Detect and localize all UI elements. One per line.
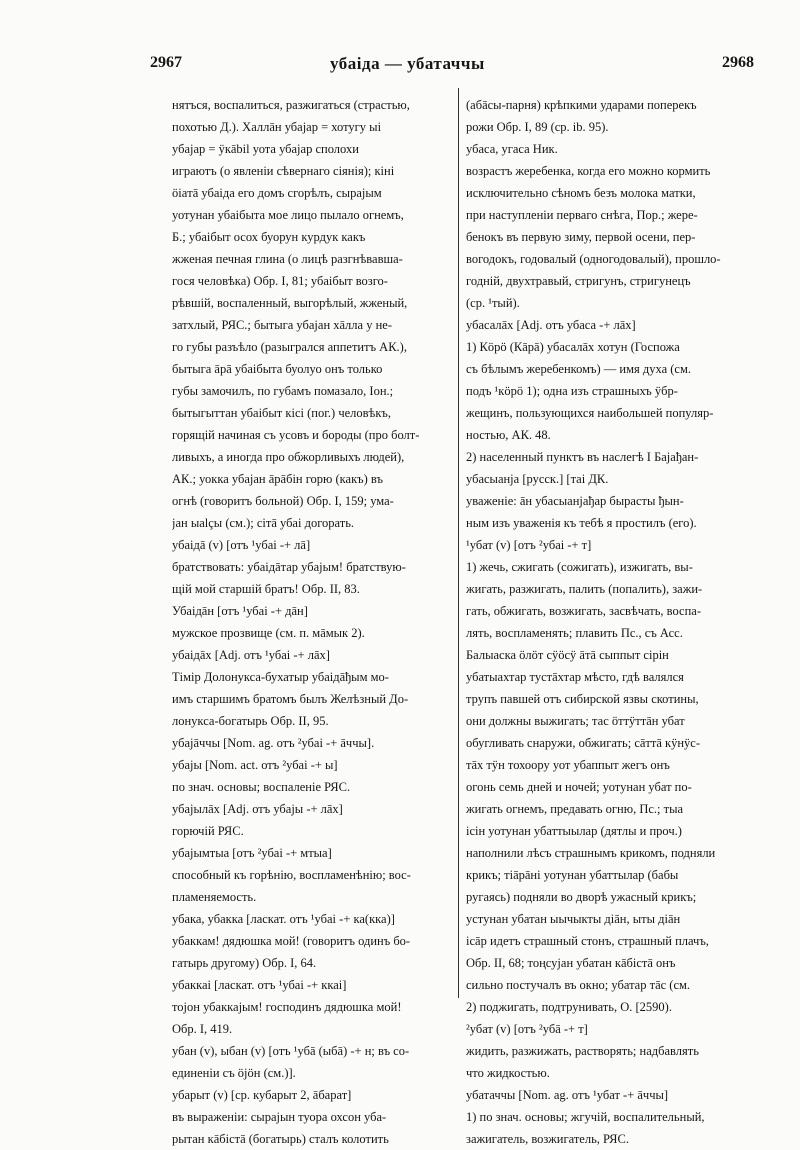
text-line: горючiй РЯС. xyxy=(172,824,244,838)
text-line: нятъся, воспалиться, разжигаться (страстью, xyxy=(172,98,410,112)
text-line: öiaтā убаiда его домъ сгорѣлъ, сыраjым xyxy=(172,186,382,200)
text-line: 2) населенный пунктъ въ наслегѣ I Баjађан- xyxy=(466,450,699,464)
text-line: АК.; уокка убаjан āрāбiн горю (какъ) въ xyxy=(172,472,383,486)
text-line: они должны выжигать; тас öттӱттāн убат xyxy=(466,714,685,728)
text-line: затхлый, РЯС.; бытыга убаjан хāлла у не- xyxy=(172,318,392,332)
text-line: Б.; убаiбыт осох буорун курдук какъ xyxy=(172,230,366,244)
running-head: убаiда — убатаччы xyxy=(330,54,485,73)
text-line: 2) поджигать, подтрунивать, О. [2590). xyxy=(466,1000,672,1014)
text-line: ругаясь) подняли во дворѣ ужасный крикъ; xyxy=(466,890,697,904)
text-line: уотунан убаiбыта мое лицо пылало огнемъ, xyxy=(172,208,404,222)
text-line: лять, воспламенять; плавить Пс., съ Асс. xyxy=(466,626,683,640)
text-line: Обр. I, 419. xyxy=(172,1022,233,1036)
text-line: жигать, разжигать, палить (попалить), зажи- xyxy=(466,582,703,596)
text-line: зажигатель, возжигатель, РЯС. xyxy=(466,1132,629,1146)
text-line: ливыхъ, а иногда про обжорливыхъ людей), xyxy=(172,450,405,464)
text-line: лонукса-богатырь Обр. II, 95. xyxy=(172,714,329,728)
text-line: Обр. II, 68; тоңсуjан убатан кāбiстā онъ xyxy=(466,956,676,970)
text-line: гать, обжигать, возжигать, засвѣчать, воспа- xyxy=(466,604,701,618)
text-line: ным изъ уваженiя къ тебѣ я простилъ (его). xyxy=(466,516,697,530)
text-line: бытыга āрā убаiбыта буолуо онъ только xyxy=(172,362,383,376)
text-line: iсāр идетъ страшный стонъ, страшный плачъ, xyxy=(466,934,709,948)
text-line: убатыахтар тустāхтар мѣсто, гдѣ валялся xyxy=(466,670,684,684)
text-line: убаiдāх [Adj. отъ ¹убаi -+ лāх] xyxy=(172,648,330,662)
column-divider xyxy=(458,88,459,998)
text-line: 1) жечь, сжигать (сожигать), изжигать, вы- xyxy=(466,560,693,574)
text-line: jан ыаlçы (см.); сiтā убаi догорать. xyxy=(172,516,355,530)
page-number-left: 2967 xyxy=(150,54,182,71)
text-line: убаjāччы [Nom. ag. отъ ²убаi -+ āччы]. xyxy=(172,736,375,750)
text-line: убаjымтыа [отъ ²убаi -+ мтыа] xyxy=(172,846,332,860)
text-line: убаккаi [ласкат. отъ ¹убаi -+ ккаi] xyxy=(172,978,347,992)
text-line: убасыанjа [русск.] [таi ДК. xyxy=(466,472,609,486)
text-line: убаiдā (v) [отъ ¹убаi -+ лā] xyxy=(172,538,311,552)
text-line: рожи Обр. I, 89 (ср. ib. 95). xyxy=(466,120,609,134)
text-line: убарыт (v) [ср. кубарыт 2, āбарат] xyxy=(172,1088,352,1102)
text-line: возрастъ жеребенка, когда его можно кормить xyxy=(466,164,711,178)
text-line: крикъ; тiāрāнi уотунан убаттылар (бабы xyxy=(466,868,679,882)
text-line: убаjылāх [Adj. отъ убаjы -+ лāх] xyxy=(172,802,343,816)
text-line: 1) по знач. основы; жгучiй, воспалительный, xyxy=(466,1110,705,1124)
text-line: убаса, угаса Ник. xyxy=(466,142,558,156)
text-line: убаккам! дядюшка мой! (говоритъ одинъ бо- xyxy=(172,934,411,948)
text-line: огнѣ (говоритъ больной) Обр. I, 159; ума- xyxy=(172,494,394,508)
text-line: губы замочилъ, по губамъ помазало, Iон.; xyxy=(172,384,394,398)
text-line: горящiй начиная съ усовъ и бороды (про болт- xyxy=(172,428,420,442)
text-line: рѣвшiй, воспаленный, выгорѣлый, жженый, xyxy=(172,296,408,310)
text-line: при наступленiи перваго снѣга, Пор.; жере- xyxy=(466,208,698,222)
right-column xyxy=(466,94,766,1150)
text-line: братствовать: убаiдāтар убаjым! братствую- xyxy=(172,560,406,574)
text-line: убасалāх [Adj. отъ убаса -+ лāх] xyxy=(466,318,636,332)
text-line: бенокъ въ первую зиму, первой осени, пер- xyxy=(466,230,696,244)
text-line: уваженiе: āн убасыанjађар бырасты ђын- xyxy=(466,494,684,508)
text-line: жидить, разжижать, растворять; надбавлять xyxy=(466,1044,699,1058)
text-line: единенiи съ öjöн (см.)]. xyxy=(172,1066,296,1080)
text-line: убака, убакка [ласкат. отъ ¹убаi -+ ка(кка)] xyxy=(172,912,395,926)
text-line: гося человѣка) Обр. I, 81; убаiбыт возго- xyxy=(172,274,388,288)
text-line: играютъ (о явленiи сѣвернаго сiянiя); кiнi xyxy=(172,164,395,178)
text-line: убатаччы [Nom. ag. отъ ¹убат -+ āччы] xyxy=(466,1088,669,1102)
text-line: Тiмiр Долонукса-бухатыр убаiдāђым мо- xyxy=(172,670,389,684)
text-line: убаjы [Nom. act. отъ ²убаi -+ ы] xyxy=(172,758,338,772)
text-line: наполнили лѣсъ страшнымъ крикомъ, подняли xyxy=(466,846,716,860)
text-line: устунан убатан ыычыкты дiāн, ыты дiāн xyxy=(466,912,681,926)
text-line: (ср. ¹тый). xyxy=(466,296,520,310)
text-line: го губы разъѣло (разыгрался аппетитъ АК.), xyxy=(172,340,407,354)
text-line: похотью Д.). Халлāн убаjар = хотугу ыi xyxy=(172,120,382,134)
text-line: обугливать снаружи, обжигать; сāттā кӱнӱс- xyxy=(466,736,700,750)
text-line: мужское прозвище (см. п. мāмык 2). xyxy=(172,626,365,640)
text-line: убан (v), ыбан (v) [отъ ¹убā (ыбā) -+ н; въ со- xyxy=(172,1044,410,1058)
text-line: пламеняемость. xyxy=(172,890,257,904)
text-line: съ бѣлымъ жеребенкомъ) — имя духа (см. xyxy=(466,362,691,376)
text-line: способный къ горѣнiю, воспламенѣнiю; вос- xyxy=(172,868,411,882)
text-line: (абāсы-парня) крѣпкими ударами поперекъ xyxy=(466,98,697,112)
text-line: щiй мой старшiй братъ! Обр. II, 83. xyxy=(172,582,360,596)
text-line: рытан кāбiстā (богатырь) сталъ колотить xyxy=(172,1132,389,1146)
text-line: ¹убат (v) [отъ ²убаi -+ т] xyxy=(466,538,592,552)
text-line: въ выраженiи: сыраjын туора охсон уба- xyxy=(172,1110,387,1124)
text-line: что жидкостью. xyxy=(466,1066,550,1080)
text-line: бытыгыттан убаiбыт кiсi (пог.) человѣкъ, xyxy=(172,406,391,420)
text-line: жещинъ, пользующихся наибольшей популяр- xyxy=(466,406,714,420)
text-line: тојон убаккаjым! господинъ дядюшка мой! xyxy=(172,1000,402,1014)
text-line: подъ ¹кöрö 1); одна изъ страшныхъ ӱбр- xyxy=(466,384,678,398)
text-line: ²убат (v) [отъ ²убā -+ т] xyxy=(466,1022,588,1036)
text-line: жженая печная глина (о лицѣ разгнѣвавша- xyxy=(172,252,403,266)
text-line: убаjар = ӱкābil уота убаjар сполохи xyxy=(172,142,359,156)
text-line: вогодокъ, годовалый (одногодовалый), прошло- xyxy=(466,252,721,266)
left-column xyxy=(172,94,452,1150)
text-line: Убаiдāн [отъ ¹убаi -+ дāн] xyxy=(172,604,308,618)
text-line: сильно постучалъ въ окно; убатар тāс (см. xyxy=(466,978,691,992)
text-line: жигать огнемъ, предавать огню, Пс.; тыа xyxy=(466,802,684,816)
text-line: исключительно сѣномъ безъ молока матки, xyxy=(466,186,696,200)
text-line: трупъ павшей отъ сибирской язвы скотины, xyxy=(466,692,699,706)
text-line: огонь семь дней и ночей; уотунан убат по- xyxy=(466,780,692,794)
text-line: гатырь другому) Обр. I, 64. xyxy=(172,956,317,970)
page-number-right: 2968 xyxy=(722,54,754,71)
text-line: 1) Кöрö (Кāрā) убасалāх хотун (Госпожа xyxy=(466,340,680,354)
text-line: Балыаска öлöт сӱöсӱ āтā сыппыт сiрiн xyxy=(466,648,669,662)
text-line: годнiй, двухтравый, стригунъ, стригунецъ xyxy=(466,274,691,288)
text-line: ностью, АК. 48. xyxy=(466,428,551,442)
text-line: iсiн уотунан убаттыылар (дятлы и проч.) xyxy=(466,824,682,838)
text-line: имъ старшимъ братомъ былъ Желѣзный До- xyxy=(172,692,409,706)
text-line: по знач. основы; воспаленiе РЯС. xyxy=(172,780,351,794)
text-line: тāх тӱн тохоору уот убаппыт жегъ онъ xyxy=(466,758,670,772)
